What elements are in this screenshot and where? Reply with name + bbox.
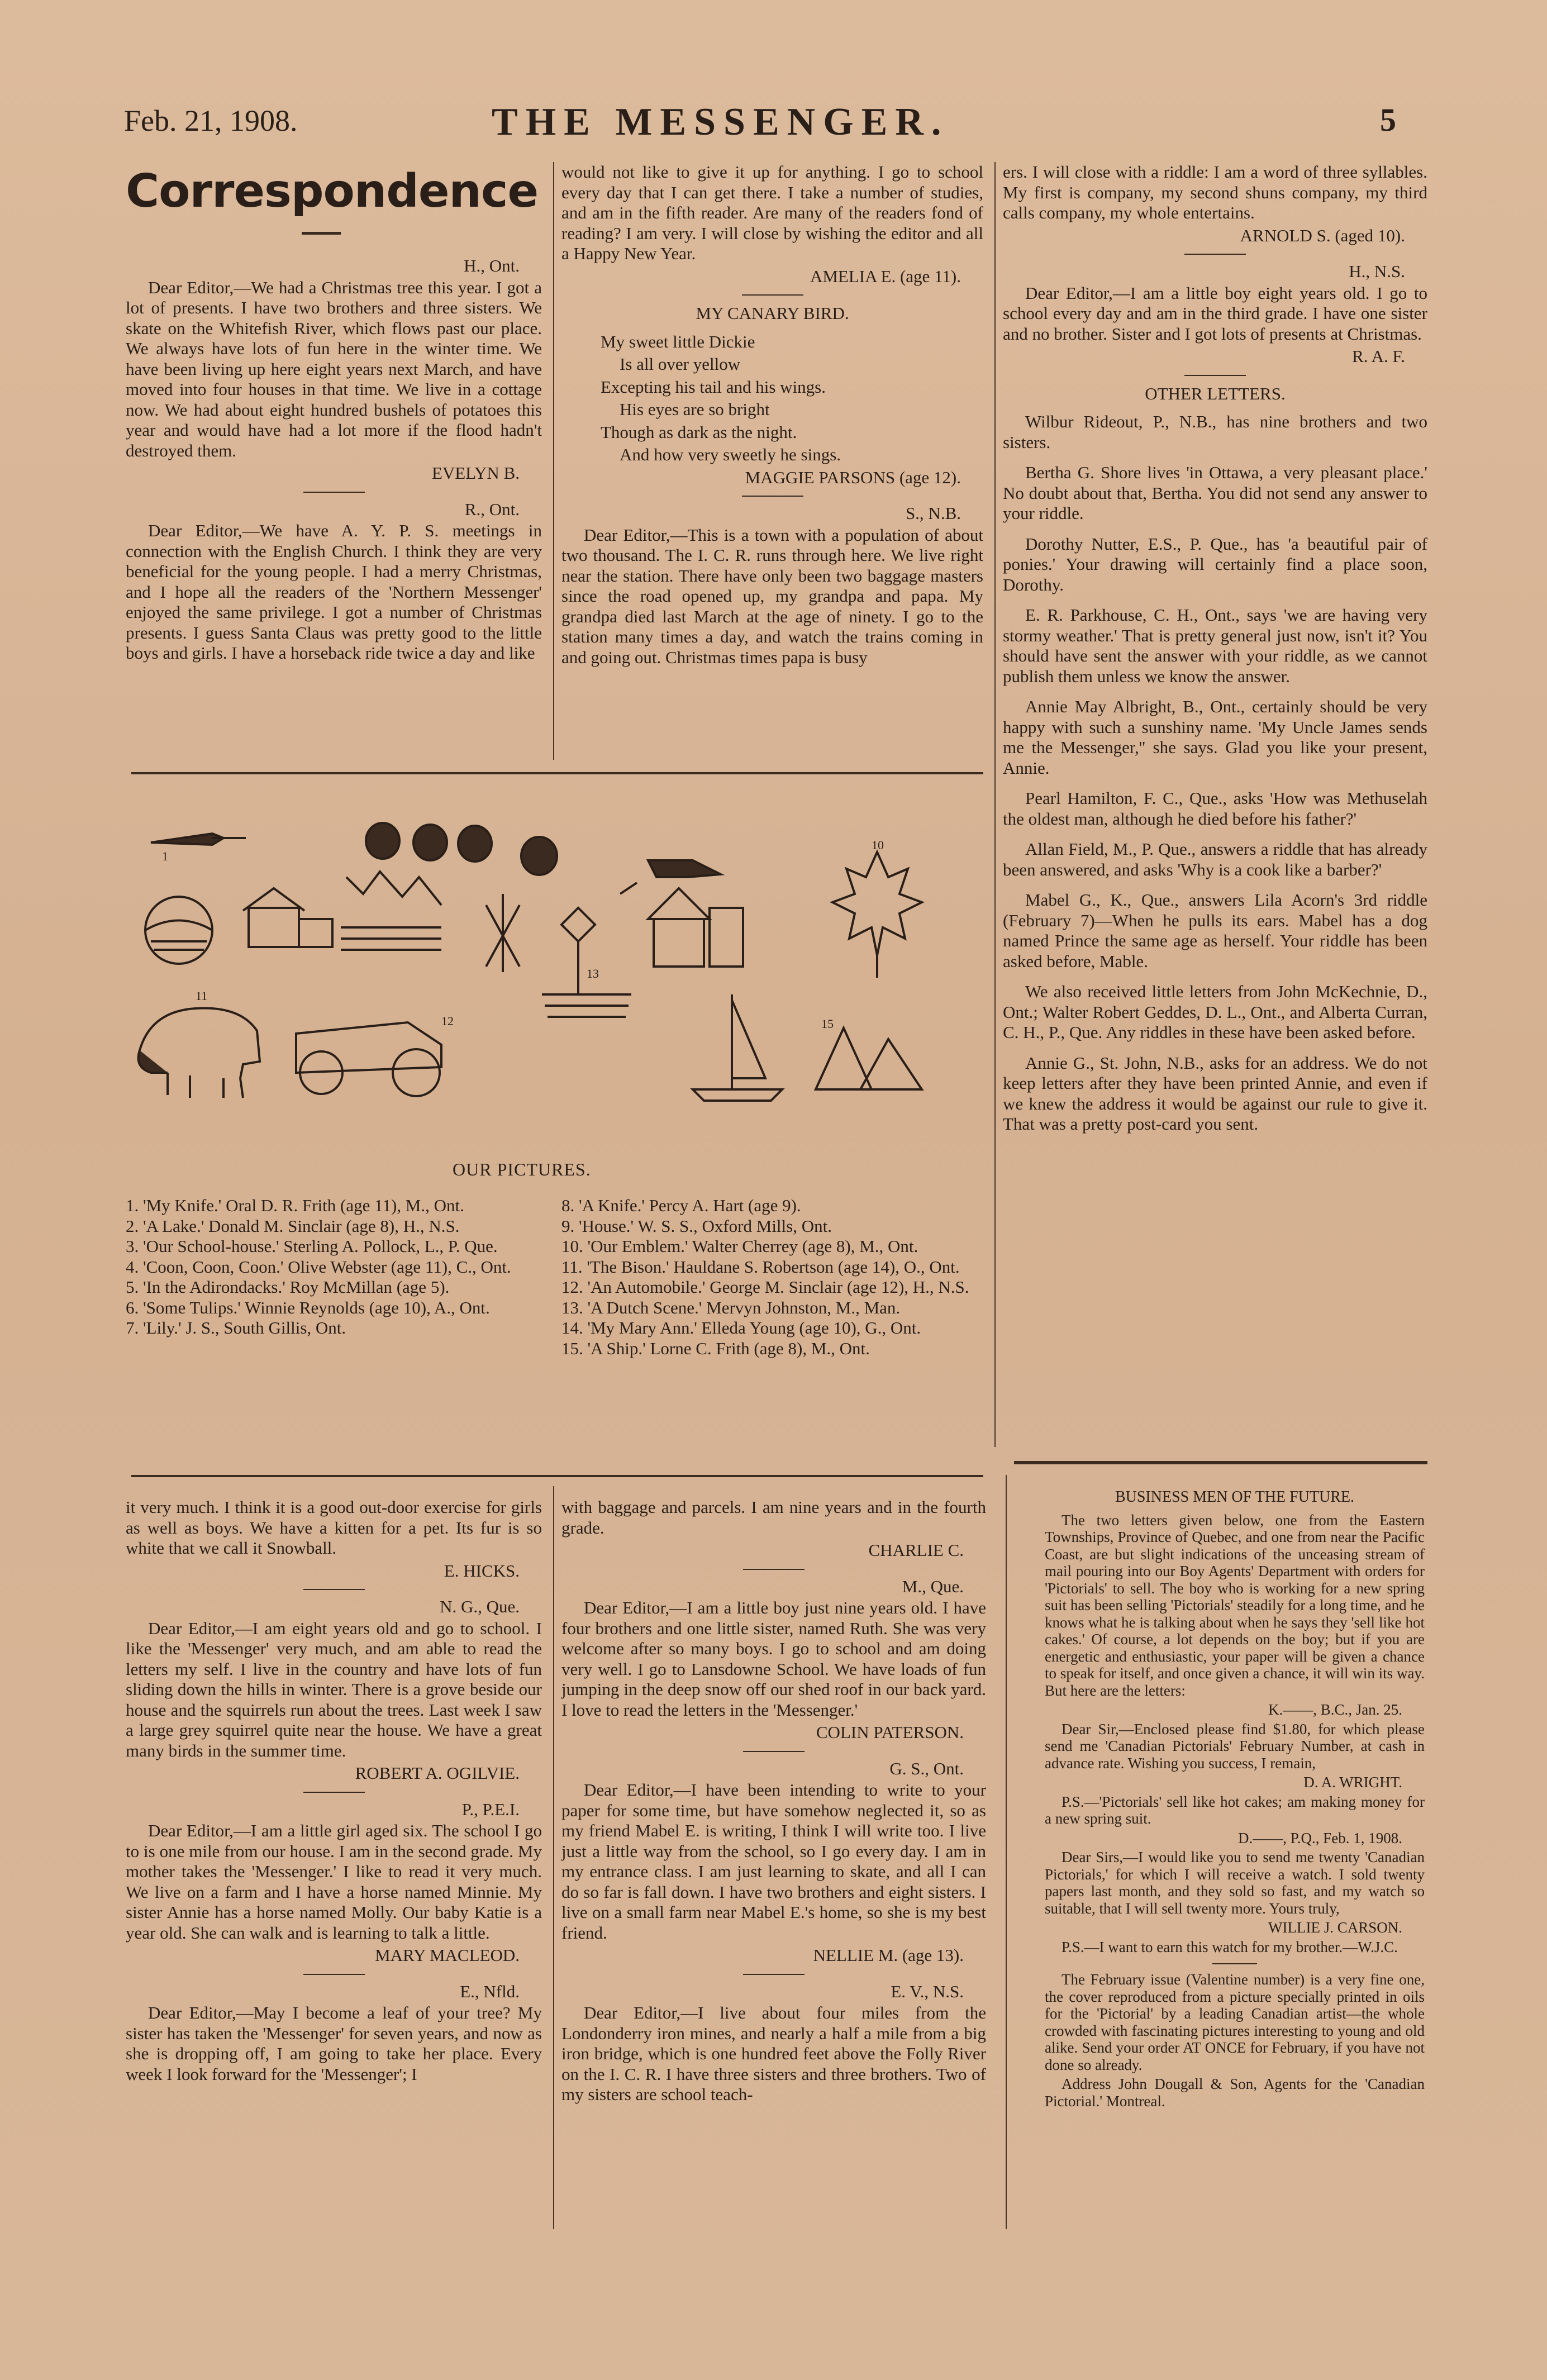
childrens-drawings [128, 810, 989, 1123]
letter-body: Dear Sir,—Enclosed please find $1.80, for which please send me 'Canadian Pictorials' February Number, at cash in advance rate. Wishing you success, I remain, [1045, 1720, 1425, 1772]
letter-body: Dear Sirs,—I would like you to send me twenty 'Canadian Pictorials,' for which I will receive a watch. I sold twenty papers last month, and they sold so fast, and my watch so suitable, that I will sell twenty more. Yours truly, [1045, 1849, 1425, 1917]
picture-credit: 1. 'My Knife.' Oral D. R. Frith (age 11), M., Ont. [126, 1196, 464, 1215]
letter-location: S., N.B. [905, 503, 961, 523]
letter-location: G. S., Ont. [889, 1758, 964, 1778]
ship-drawing [693, 994, 782, 1101]
adirondacks-drawing [341, 872, 441, 950]
poem-line: His eyes are so bright [620, 399, 770, 419]
other-letter: Annie G., St. John, N.B., asks for an address. We do not keep letters after they have been printed Annie, and even if we knew the address it would be against our rule to give it. That was a pretty post-card you sent. [1003, 1053, 1427, 1134]
tents-drawing [816, 1028, 922, 1089]
notice: The February issue (Valentine number) is a very fine one, the cover reproduced from a picture specially printed in oils for the 'Pictorial' by a leading Canadian artist—the whole crowded with fascinating pictures interesting to young and old alike. Send your order AT ONCE for February, if you have not done so already. [1045, 1971, 1425, 2073]
poem-line: My sweet little Dickie [601, 331, 755, 351]
poem [601, 332, 983, 465]
letter-location: D.——, P.Q., Feb. 1, 1908. [1237, 1829, 1402, 1846]
column-rule [1006, 1475, 1007, 2229]
article-title: BUSINESS MEN OF THE FUTURE. [1115, 1488, 1355, 1506]
divider [742, 294, 803, 296]
letter-body: with baggage and parcels. I am nine years and in the fourth grade. [561, 1497, 986, 1538]
other-letter: Dorothy Nutter, E.S., P. Que., has 'a beautiful pair of ponies.' Your drawing will certainly find a place soon, Dorothy. [1003, 534, 1427, 594]
other-letter: Wilbur Rideout, P., N.B., has nine brothers and two sisters. [1003, 412, 1427, 452]
masthead: THE MESSENGER. [492, 101, 949, 144]
tulips-drawing [366, 823, 557, 875]
poem-line: Is all over yellow [620, 354, 741, 374]
letter-signature: R. A. F. [1352, 346, 1405, 366]
picture-credit: 7. 'Lily.' J. S., South Gillis, Ont. [126, 1318, 346, 1337]
article-intro: The two letters given below, one from the Eastern Townships, Province of Quebec, and one from near the Pacific Coast, are but slight indications of the unceasing stream of mail pouring into our Boy Agents' Department with orders for 'Pictorials' to sell. The boy who is working for a new spring suit has been selling 'Pictorials' steadily for a long time, and he knows what he is talking about when he says they 'sell like hot cakes.' Of course, a lot depends on the boy; but if you are energetic and enthusiastic, your paper will be given a chance to speak for itself, and once given a chance, it will win its way. But here are the letters: [1045, 1511, 1425, 1699]
letter-location: H., N.S. [1349, 261, 1405, 281]
letter-signature: ARNOLD S. (aged 10). [1240, 225, 1405, 245]
column-rule [553, 1486, 554, 2229]
letter-signature: CHARLIE C. [868, 1540, 964, 1560]
poem-line: Though as dark as the night. [601, 422, 797, 442]
divider [1184, 375, 1246, 376]
divider [743, 1569, 805, 1570]
letter-body: Dear Editor,—I am a little girl aged six. The school I go to is one mile from our house. I am in the second grade. My mother takes the 'Messenger.' I like to read it very much. We live on a farm and I have a horse named Minnie. My sister Annie has a horse named Molly. Our baby Katie is a year old. She can walk and is learning to talk a little. [126, 1821, 542, 1943]
poem-title: MY CANARY BIRD. [696, 303, 849, 323]
column-1-top [126, 251, 542, 666]
automobile-drawing [296, 1022, 441, 1096]
picture-credit: 13. 'A Dutch Scene.' Mervyn Johnston, M., Man. [561, 1297, 901, 1317]
letter-location: N. G., Que. [440, 1597, 520, 1616]
letter-location: P., P.E.I. [461, 1799, 520, 1819]
picture-credit: 14. 'My Mary Ann.' Elleda Young (age 10), G., Ont. [561, 1318, 921, 1337]
section-heading: Correspondence [126, 165, 539, 218]
letter-signature: WILLIE J. CARSON. [1268, 1919, 1402, 1936]
letter-body: Dear Editor,—I live about four miles from the Londonderry iron mines, and nearly a half a mile from a big iron bridge, which is one hundred feet above the Folly River on the I. C. R. I have three sisters and three brothers. Two of my sisters are school teach- [561, 2003, 986, 2104]
picture-credit: 3. 'Our School-house.' Sterling A. Pollock, L., P. Que. [126, 1236, 498, 1256]
divider [742, 496, 803, 497]
house-drawing [648, 888, 743, 967]
business-article [1045, 1489, 1425, 2112]
picture-number: 13 [587, 967, 599, 980]
page-number: 5 [1380, 102, 1396, 138]
picture-credit: 10. 'Our Emblem.' Walter Cherrey (age 8), M., Ont. [561, 1236, 918, 1256]
address: Address John Dougall & Son, Agents for the 'Canadian Pictorial.' Montreal. [1045, 2076, 1425, 2110]
column-3 [1003, 162, 1427, 1137]
maple-leaf-drawing [832, 852, 922, 978]
column-rule [553, 162, 554, 760]
knife-drawing [151, 834, 246, 845]
other-letter: Allan Field, M., P. Que., answers a riddle that has already been answered, and asks 'Why is a cook like a barber?' [1003, 839, 1427, 879]
dutch-scene-drawing [542, 908, 631, 1017]
poem-line: And how very sweetly he sings. [620, 445, 841, 464]
other-letter: E. R. Parkhouse, C. H., Ont., says 'we are having very stormy weather.' That is pretty general just now, isn't it? You should have sent the answer with your riddle, as we cannot publish them unless we know the answer. [1003, 605, 1427, 686]
column-1-bottom [126, 1497, 542, 2087]
letter-body: Dear Editor,—May I become a leaf of your tree? My sister has taken the 'Messenger' for seven years, and now as she is dropping off, I am going to take her place. Every week I look forward for the 'Messenger'; I [126, 2003, 542, 2084]
picture-credit: 12. 'An Automobile.' George M. Sinclair (age 12), H., N.S. [561, 1277, 969, 1297]
bison-drawing [139, 1008, 260, 1098]
poem-line: Excepting his tail and his wings. [601, 377, 826, 397]
picture-credit: 2. 'A Lake.' Donald M. Sinclair (age 8), H., N.S. [126, 1216, 460, 1236]
letter-body: Dear Editor,—I am a little boy eight years old. I go to school every day and am in the third grade. I have one sister and no brother. Sister and I got lots of presents at Christmas. [1003, 283, 1427, 344]
letter-body: ers. I will close with a riddle: I am a word of three syllables. My first is company, my second shuns company, my third calls company, my whole entertains. [1003, 162, 1427, 222]
divider [303, 492, 365, 493]
picture-credit: 5. 'In the Adirondacks.' Roy McMillan (age 5). [126, 1277, 450, 1297]
divider [303, 1792, 365, 1793]
heading-rule [302, 232, 341, 235]
letter-signature: AMELIA E. (age 11). [810, 266, 961, 286]
letter-signature: EVELYN B. [431, 463, 520, 483]
divider [303, 1589, 365, 1590]
other-letters-title: OTHER LETTERS. [1145, 383, 1286, 403]
letter-body: Dear Editor,—I am eight years old and go to school. I like the 'Messenger' very much, and am able to read the letters my self. I live in the country and have lots of fun sliding down the hills in winter. There is a grove beside our house and the squirrels run about the trees. Last week I saw a large grey squirrel quite near the house. We have a great many birds in the summer time. [126, 1618, 542, 1760]
letter-signature: MAGGIE PARSONS (age 12). [745, 467, 961, 487]
pictures-caption: OUR PICTURES. [453, 1159, 591, 1179]
other-letter: Mabel G., K., Que., answers Lila Acorn's 3rd riddle (February 7)—When he pulls its ears. Mabel has a dog named Prince the same age as herself. Your riddle has been asked before, Mable. [1003, 890, 1427, 971]
section-rule [131, 772, 983, 774]
knife-2-drawing [620, 860, 721, 894]
divider [743, 1751, 805, 1752]
letter-body: Dear Editor,—I am a little boy just nine years old. I have four brothers and one little sister, named Ruth. She was very welcome after so many boys. I go to school and am doing very well. I go to Lansdowne School. We have loads of fun jumping in the deep snow off our shed roof in our back yard. I love to read the letters in the 'Messenger.' [561, 1598, 986, 1720]
column-2-bottom [561, 1497, 986, 2107]
letter-location: M., Que. [902, 1576, 964, 1596]
letter-body: Dear Editor,—We have A. Y. P. S. meetings in connection with the English Church. I think they are very beneficial for the young people. I had a merry Christmas, and I hope all the readers of the 'Northern Messenger' enjoyed the same privilege. I got a number of Christmas presents. I guess Santa Claus was pretty good to the little boys and girls. I have a horseback ride twice a day and like [126, 521, 542, 663]
picture-credit: 4. 'Coon, Coon, Coon.' Olive Webster (age 11), C., Ont. [126, 1256, 511, 1277]
letter-location: E., Nfld. [460, 1981, 520, 2001]
letter-signature: COLIN PATERSON. [816, 1722, 964, 1742]
picture-credit: 11. 'The Bison.' Hauldane S. Robertson (age 14), O., Ont. [561, 1256, 960, 1277]
other-letter: Annie May Albright, B., Ont., certainly should be very happy with such a sunshiny name. 'My Uncle James sends me the Messenger,'' she says. Glad you like your present, Annie. [1003, 697, 1427, 778]
letter-location: H., Ont. [464, 256, 520, 275]
column-rule [994, 162, 996, 1447]
letter-signature: E. HICKS. [444, 1560, 520, 1581]
divider [1212, 1963, 1257, 1964]
other-letter: Bertha G. Shore lives 'in Ottawa, a very pleasant place.' No doubt about that, Bertha. You did not send any answer to your riddle. [1003, 463, 1427, 523]
issue-date: Feb. 21, 1908. [124, 104, 298, 137]
other-letter: Pearl Hamilton, F. C., Que., asks 'How was Methuselah the oldest man, although he died before his father?' [1003, 788, 1427, 829]
schoolhouse-drawing [243, 888, 332, 947]
letter-body: would not like to give it up for anything. I go to school every day that I can get there. I take a number of studies, and am in the fifth reader. Are many of the readers fond of reading? I am very. I will close by wishing the editor and all a Happy New Year. [561, 162, 983, 263]
divider [303, 1974, 365, 1975]
pictures-list-right [561, 1196, 986, 1359]
letter-location: E. V., N.S. [891, 1981, 964, 2001]
letter-signature: ROBERT A. OGILVIE. [355, 1763, 520, 1783]
picture-credit: 8. 'A Knife.' Percy A. Hart (age 9). [561, 1196, 801, 1215]
letter-postscript: P.S.—'Pictorials' sell like hot cakes; am making money for a new spring suit. [1045, 1793, 1425, 1827]
picture-credit: 15. 'A Ship.' Lorne C. Frith (age 8), M., Ont. [561, 1338, 870, 1358]
letter-body: Dear Editor,—I have been intending to write to your paper for some time, but have somehow neglected it, so as my friend Mabel E. is writing, I think I will write too. I live just a little way from the school, so I go every day. I am in my entrance class. I am just learning to skate, and all I can do so far is fall down. I have two brothers and eight sisters. I live on a small farm near Mabel E.'s home, so she is my best friend. [561, 1780, 986, 1943]
coon-drawing [486, 894, 520, 972]
divider [1184, 254, 1246, 255]
page-header [0, 103, 1547, 154]
pictures-list-left [126, 1196, 548, 1339]
picture-number: 11 [196, 989, 208, 1003]
letter-location: K.——, B.C., Jan. 25. [1268, 1701, 1402, 1718]
picture-number: 10 [872, 838, 884, 852]
letter-location: R., Ont. [464, 499, 520, 519]
divider [743, 1974, 805, 1975]
picture-number: 12 [441, 1014, 454, 1028]
picture-credit: 6. 'Some Tulips.' Winnie Reynolds (age 10), A., Ont. [126, 1297, 490, 1317]
letter-signature: D. A. WRIGHT. [1303, 1774, 1402, 1791]
picture-number: 15 [821, 1017, 834, 1031]
column-2-top [561, 162, 983, 670]
letter-signature: NELLIE M. (age 13). [813, 1945, 964, 1965]
letter-postscript: P.S.—I want to earn this watch for my brother.—W.J.C. [1062, 1938, 1398, 1955]
picture-number: 1 [162, 849, 168, 863]
section-rule [1014, 1461, 1427, 1464]
section-rule [131, 1475, 983, 1477]
letter-signature: MARY MACLEOD. [375, 1945, 520, 1965]
lake-drawing [145, 897, 212, 964]
picture-credit: 9. 'House.' W. S. S., Oxford Mills, Ont. [561, 1216, 832, 1236]
letter-body: Dear Editor,—This is a town with a population of about two thousand. The I. C. R. runs through here. We live right near the station. There have only been two baggage masters since the road opened up, my grandpa and papa. My grandpa died last March at the age of ninety. I go to the station many times a day, and watch the trains coming in and going out. Christmas times papa is busy [561, 525, 983, 667]
letter-body: it very much. I think it is a good out-door exercise for girls as well as boys. We have a kitten for a pet. Its fur is so white that we call it Snowball. [126, 1497, 542, 1558]
other-letter: We also received little letters from John McKechnie, D., Ont.; Walter Robert Geddes, D. L., Ont., and Alberta Curran, C. H., P., Que. Any riddles in these have been asked before. [1003, 982, 1427, 1042]
letter-body: Dear Editor,—We had a Christmas tree this year. I got a lot of presents. I have two brothers and three sisters. We skate on the Whitefish River, which flows past our place. We always have lots of fun here in the winter time. We have been living up here eight years next March, and have moved into four houses in that time. We live in a cottage now. We had about eight hundred bushels of potatoes this year and would have had a lot more if the flood hadn't destroyed them. [126, 277, 542, 460]
